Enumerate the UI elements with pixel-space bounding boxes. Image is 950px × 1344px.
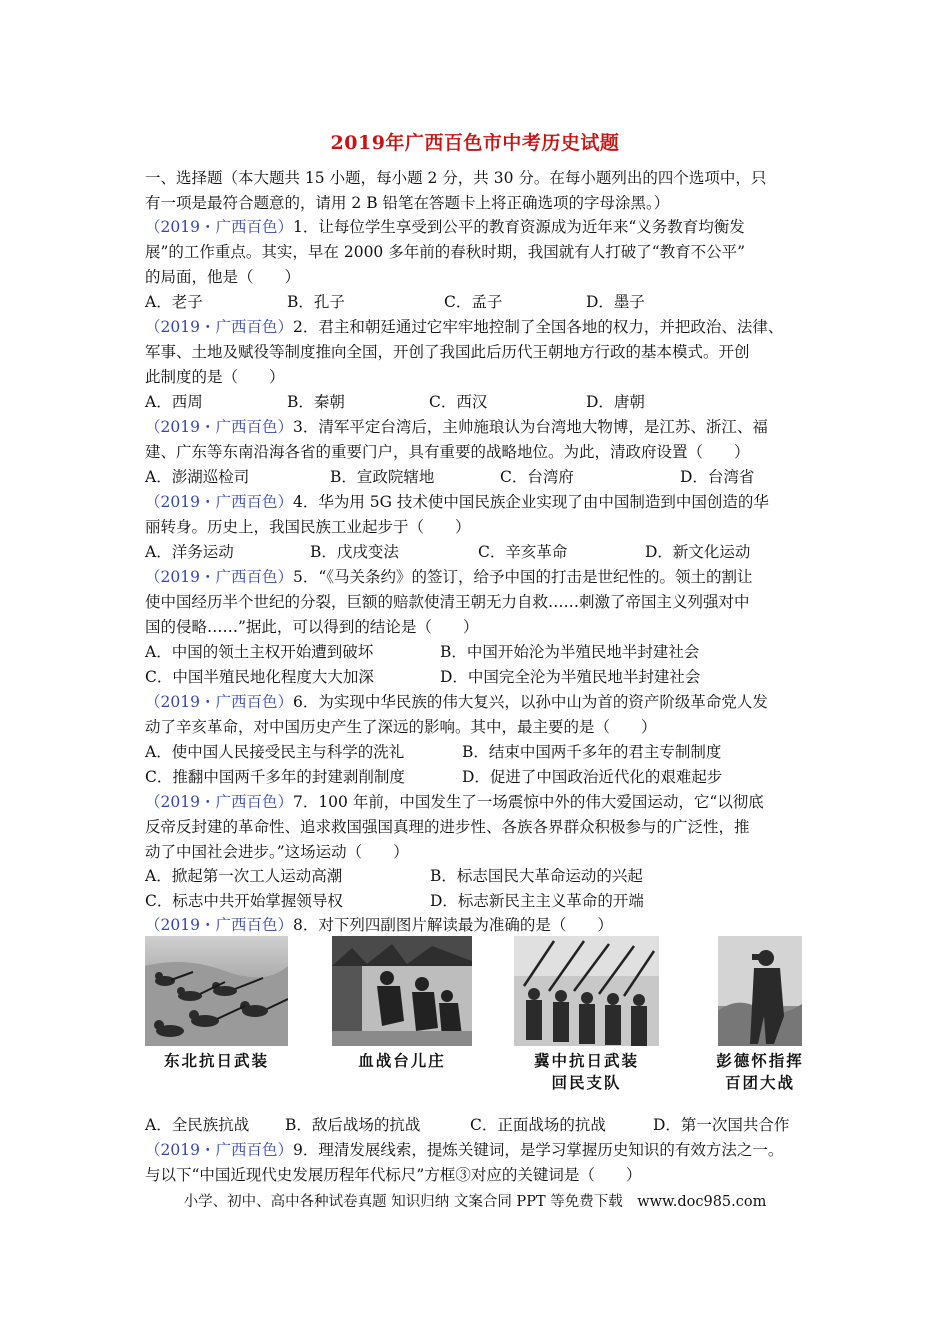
question-1-line2: 展”的工作重点。其实，早在 2000 多年前的春秋时期，我国就有人打破了“教育不公平” — [145, 243, 746, 261]
page-footer: 小学、初中、高中各种试卷真题 知识归纳 文案合同 PPT 等免费下载 www.doc985.com — [183, 1194, 767, 1210]
question-3-line2: 建、广东等东南沿海各省的重要门户，具有重要的战略地位。为此，清政府设置（ ） — [145, 443, 750, 461]
q8-option-a: A．全民族抗战 — [145, 1116, 250, 1134]
photo-peng-dehuai — [718, 936, 802, 1046]
question-4-line1: （2019・广西百色）4．华为用 5G 技术使中国民族企业实现了由中国制造到中国创造的华 — [145, 493, 769, 511]
q4-option-c: C．辛亥革命 — [478, 543, 568, 561]
question-3-line1: （2019・广西百色）3．清军平定台湾后，主帅施琅认为台湾地大物博，是江苏、浙江、福 — [145, 418, 768, 436]
q1-option-a: A．老子 — [145, 293, 203, 311]
q7-option-b: B．标志国民大革命运动的兴起 — [430, 867, 643, 885]
q1-option-b: B．孔子 — [287, 293, 345, 311]
question-5-line1: （2019・广西百色）5．“《马关条约》的签订，给予中国的打击是世纪性的。领土的割让 — [145, 568, 753, 586]
question-7-line2: 反帝反封建的革命性、追求救国强国真理的进步性、各族各界群众积极参与的广泛性，推 — [145, 818, 750, 836]
question-7-line1: （2019・广西百色）7．100 年前，中国发生了一场震惊中外的伟大爱国运动，它“以彻底 — [145, 793, 764, 811]
photo-northeast-resistance — [145, 936, 288, 1046]
q1-option-d: D．墨子 — [586, 293, 645, 311]
page-title: 2019年广西百色市中考历史试题 — [330, 132, 620, 154]
caption-1: 东北抗日武装 — [163, 1052, 269, 1070]
question-6-line1: （2019・广西百色）6．为实现中华民族的伟大复兴，以孙中山为首的资产阶级革命党人发 — [145, 693, 768, 711]
q7-option-a: A．掀起第一次工人运动高潮 — [145, 867, 343, 885]
q5-option-d: D．中国完全沦为半殖民地半封建社会 — [440, 668, 701, 686]
q3-option-d: D．台湾省 — [680, 468, 755, 486]
q4-option-a: A．洋务运动 — [145, 543, 234, 561]
section-instructions-line2: 有一项是最符合题意的，请用 2 B 铅笔在答题卡上将正确选项的字母涂黑。） — [145, 194, 670, 212]
q2-option-a: A．西周 — [145, 393, 203, 411]
question-5-line3: 国的侵略……”据此，可以得到的结论是（ ） — [145, 618, 479, 636]
caption-2: 血战台儿庄 — [358, 1052, 446, 1070]
question-8-line1: （2019・广西百色）8．对下列四副图片解读最为准确的是（ ） — [145, 916, 613, 934]
question-9-line2: 与以下“中国近现代史发展历程年代标尺”方框③对应的关键词是（ ） — [145, 1166, 642, 1184]
q5-option-b: B．中国开始沦为半殖民地半封建社会 — [440, 643, 700, 661]
photo-hui-detachment — [514, 936, 659, 1046]
question-4-line2: 丽转身。历史上，我国民族工业起步于（ ） — [145, 518, 471, 536]
question-9-line1: （2019・广西百色）9．理清发展线索，提炼关键词，是学习掌握历史知识的有效方法之一。 — [145, 1141, 784, 1159]
q4-option-d: D．新文化运动 — [645, 543, 751, 561]
q3-option-a: A．澎湖巡检司 — [145, 468, 250, 486]
source-tag: （2019・广西百色） — [145, 218, 293, 236]
q4-option-b: B．戊戌变法 — [310, 543, 399, 561]
section-instructions-line1: 一、选择题（本大题共 15 小题，每小题 2 分，共 30 分。在每小题列出的四个选项中，只 — [145, 169, 767, 187]
question-1-line1: （2019・广西百色）1．让每位学生享受到公平的教育资源成为近年来“义务教育均衡发 — [145, 218, 745, 236]
q8-option-c: C．正面战场的抗战 — [470, 1116, 606, 1134]
q8-option-d: D．第一次国共合作 — [653, 1116, 790, 1134]
q8-option-b: B．敌后战场的抗战 — [285, 1116, 421, 1134]
q6-option-d: D．促进了中国政治近代化的艰难起步 — [462, 768, 723, 786]
caption-4: 彭德怀指挥 百团大战 — [716, 1052, 804, 1092]
q6-option-b: B．结束中国两千多年的君主专制制度 — [462, 743, 722, 761]
question-7-line3: 动了中国社会进步。”这场运动（ ） — [145, 843, 409, 861]
q6-option-c: C．推翻中国两千多年的封建剥削制度 — [145, 768, 405, 786]
caption-3: 冀中抗日武装 回民支队 — [533, 1052, 639, 1092]
q5-option-c: C．中国半殖民地化程度大大加深 — [145, 668, 374, 686]
q3-option-b: B．宣政院辖地 — [330, 468, 435, 486]
question-2-line2: 军事、土地及赋役等制度推向全国，开创了我国此后历代王朝地方行政的基本模式。开创 — [145, 343, 750, 361]
q3-option-c: C．台湾府 — [500, 468, 574, 486]
question-2-line1: （2019・广西百色）2．君主和朝廷通过它牢牢地控制了全国各地的权力，并把政治、法律、 — [145, 318, 784, 336]
question-5-line2: 使中国经历半个世纪的分裂，巨额的赔款使清王朝无力自救……刺激了帝国主义列强对中 — [145, 593, 750, 611]
q2-option-b: B．秦朝 — [287, 393, 345, 411]
q5-option-a: A．中国的领土主权开始遭到破坏 — [145, 643, 374, 661]
question-2-line3: 此制度的是（ ） — [145, 368, 285, 386]
q6-option-a: A．使中国人民接受民主与科学的洗礼 — [145, 743, 405, 761]
question-6-line2: 动了辛亥革命，对中国历史产生了深远的影响。其中，最主要的是（ ） — [145, 718, 657, 736]
q1-option-c: C．孟子 — [444, 293, 503, 311]
question-1-line3: 的局面，他是（ ） — [145, 268, 301, 286]
q2-option-d: D．唐朝 — [586, 393, 645, 411]
q2-option-c: C．西汉 — [429, 393, 488, 411]
q7-option-d: D．标志新民主主义革命的开端 — [430, 892, 644, 910]
photo-taierzhuang-battle — [332, 936, 472, 1046]
q7-option-c: C．标志中共开始掌握领导权 — [145, 892, 343, 910]
